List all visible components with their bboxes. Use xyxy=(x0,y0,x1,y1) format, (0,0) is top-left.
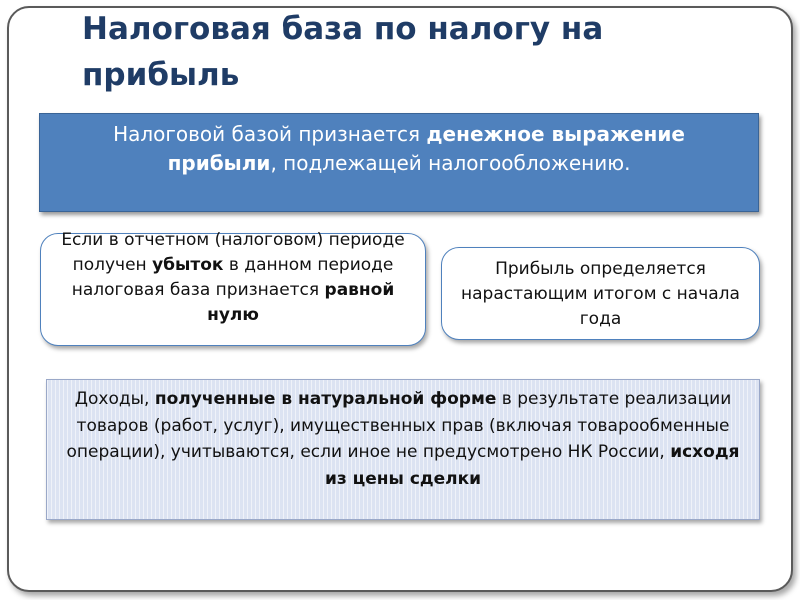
loss-text-2: в данном периоде налоговая база признается xyxy=(71,255,394,300)
definition-bold: денежное выражение прибыли xyxy=(167,122,685,175)
definition-text: Налоговой базой признается xyxy=(113,122,427,146)
income-text-2: в результате реализации товаров (работ, услуг), имущественных прав (включая товарообменные операции), учитываются, если иное не предусмотрено НК России, xyxy=(66,389,732,462)
income-box xyxy=(46,379,760,520)
loss-bold-1: убыток xyxy=(152,255,224,275)
definition-box xyxy=(39,113,759,212)
income-bold-1: полученные в натуральной форме xyxy=(154,389,497,409)
profit-text: Прибыль определяется нарастающим итогом с начала года xyxy=(461,259,740,329)
slide-title: Налоговая база по налогу на прибыль xyxy=(82,11,604,93)
definition-text-end: , подлежащей налогообложению. xyxy=(270,151,631,175)
loss-text xyxy=(55,228,411,328)
loss-text-1: Если в отчетном (налоговом) периоде получен xyxy=(61,230,405,275)
income-text-1: Доходы, xyxy=(74,389,155,409)
loss-bold-2: равной нулю xyxy=(207,280,395,325)
income-bold-2: исходя из цены сделки xyxy=(324,442,740,489)
profit-box xyxy=(441,247,760,340)
loss-box xyxy=(40,230,426,346)
